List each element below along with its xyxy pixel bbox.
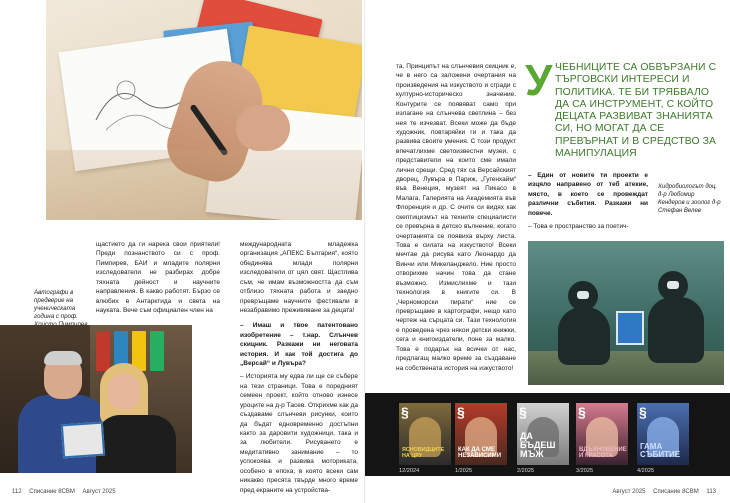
- diver-mask: [577, 291, 589, 299]
- article-column-4: [528, 171, 648, 236]
- table: [46, 150, 362, 220]
- cover-issue-label: 1/2025: [455, 468, 473, 474]
- covers-strip: [365, 393, 730, 476]
- cover-issue-label: 4/2025: [637, 468, 655, 474]
- photo-book-signing: [46, 0, 362, 220]
- article-column-3: [396, 62, 516, 377]
- pull-quote: [525, 56, 720, 160]
- page-number: 112: [12, 489, 22, 495]
- diver-mask: [667, 281, 679, 289]
- magazine-name: Списание 8СВМ: [29, 489, 75, 495]
- person-body: [96, 415, 176, 473]
- folio: [606, 489, 716, 495]
- cover-logo-icon: §: [519, 404, 527, 420]
- cover-logo-icon: §: [639, 404, 647, 420]
- cover-title: ВДЪХНОВЕНИЕ И КРАСОТА: [579, 447, 627, 459]
- interview-question: – Един от новите ти проекти е изцяло направено от теб атекие, място, в което се провеждат различни събития. Разкажи ни повече.: [528, 172, 648, 217]
- pull-quote-initial: У: [525, 56, 553, 105]
- cover-title: КАК ДА СМЕ НЕЗАВИСИМИ: [458, 447, 502, 459]
- right-page: [365, 0, 730, 503]
- shelf-book: [150, 331, 164, 371]
- held-book: [61, 422, 105, 459]
- article-column-1: [96, 240, 220, 319]
- diver-body: [648, 297, 704, 363]
- photo-divers: [528, 241, 724, 385]
- pull-quote-text: ЧЕБНИЦИТЕ СА ОБВЪРЗАНИ С ТЪРГОВСКИ ИНТЕРЕСИ И ПОЛИТИКА. ТЕ БИ ТРЯБВАЛО ДА СА ИНСТРУМЕНТ, С КОЙТО ДЕЦАТА РАЗВИВАТ ЗНАНИЯТА СИ, НО МОГАТ ДА СЕ ПРЕВЪРНАТ И В СРЕДСТВО ЗА МАНИПУЛАЦИЯ: [555, 62, 717, 159]
- photo-portrait: [0, 325, 192, 473]
- cover-logo-icon: §: [578, 404, 586, 420]
- shelf-book: [96, 331, 110, 371]
- magazine-cover[interactable]: [637, 403, 689, 465]
- issue-date: Август 2025: [82, 489, 116, 495]
- cover-logo-icon: §: [457, 404, 465, 420]
- underwater-sign: [616, 311, 644, 345]
- interview-question: – Имаш и твое патентовано изобретение – т.нар. Слънчев скицник. Разкажи ни неговата история. И как той достига до „Версай“ и Лувъра?: [240, 322, 358, 368]
- cover-issue-label: 2/2025: [517, 468, 535, 474]
- cover-title: ГАМА СЪБИТИЕ: [640, 442, 681, 459]
- magazine-cover[interactable]: [399, 403, 451, 465]
- magazine-cover[interactable]: [517, 403, 569, 465]
- paragraph: щастието да ги нарека свои приятели! Преди познанството си с проф. Пимпирев, БАИ и младите полярни изследователи не разбирах добре тяхната дейност и научните направления. В какво работят. Бързо се влюбих в Антарктида и света на науката. Вече съм официален член на: [96, 241, 220, 314]
- hand: [236, 105, 290, 151]
- magazine-cover[interactable]: [576, 403, 628, 465]
- article-column-2: [240, 240, 358, 499]
- magazine-name: Списание 8СВМ: [653, 489, 699, 495]
- paragraph: международната младежка организация „АПЕКС България“, която обединява млади полярни изследователи от цял свят. Щастлива съм, че имам възможността да съм отблизо тяхната работа и заедно превръщаме научните фестивали в незабравимо преживяване за децата!: [240, 241, 358, 314]
- person-hair: [44, 351, 82, 365]
- cover-title: ДА БЪДЕШ МЪЖ: [520, 431, 556, 459]
- cover-title: ЯСНОВИДЦИТЕ НА ЦРУ: [402, 447, 445, 459]
- paragraph: – Историята му едва ли ще се събере на тези страници. Това е поредният семеен проект, който отново изнесе уроците на д-р Тасев. Открихме как да създаваме слънчеви рисунки, които да бъдат едновременно достъпни както за даровити художници, така и за любители. Рисуването е медитативно занимание – то успокоява и развива моториката, особено в епоха, в която всеки сам никакво пресята твърде много време пред екраните на устройства-: [240, 373, 358, 494]
- cover-issue-label: 3/2025: [576, 468, 594, 474]
- diver-body: [558, 307, 610, 365]
- folio: [12, 489, 122, 495]
- page-number: 113: [706, 489, 716, 495]
- paragraph: – Това е пространство за поетич-: [528, 223, 629, 231]
- issue-date: Август 2025: [612, 489, 646, 495]
- magazine-cover[interactable]: [455, 403, 507, 465]
- cover-issue-label: 12/2024: [399, 468, 420, 474]
- person-head: [108, 373, 140, 411]
- paragraph: та. Принципът на слънчевия скицник е, че в него са заложени очертания на произведения на изкуството и сгради с културно-историческо значение. Контурите се появяват само при излагане на слънчева светлина – без нея те изчезват. Всеки може да бъде художник, повтаряйки ги и така да развива своите умения. С този продукт впечатлихме светоизвестни музеи, с представители на които сме имали лични срещи. Сред тях са Версайският дворец, Лувъра в Париж, „Гугенхайм“ във Венеция, музеят на Пикасо в Малага, Галерията на Академията във Флоренция и др. С очите си видях как скептицизмът на техните специалисти се превърна в детско вълнение, когато очертанията се появиха върху листа. Това е силата на изкуството! Всеки мечтае да рисува като Леонардо да Винчи или Микеланджело. Ние просто отворихме начин това да стане възможно. Измислихме и тази технология в книгите си. В „Черноморски пирати“ ние се превръщаме в картографи, нещо като чертеж на сърцата си. Тази технология е проведена чрез някои детски книжки, сега и книгоиздатели, поне за малко. Това е подарък на всички от нас, предлагащ малко време за създаване на собствената история на изкуството!: [396, 63, 516, 372]
- cover-logo-icon: §: [401, 404, 409, 420]
- photo-caption: Автографи в предверие на ученическата година с проф.: [34, 289, 78, 321]
- photo-caption: Хидробиологът доц. д-р Любомир Кендеров и зоолог д-р Стефан Велев: [658, 184, 721, 214]
